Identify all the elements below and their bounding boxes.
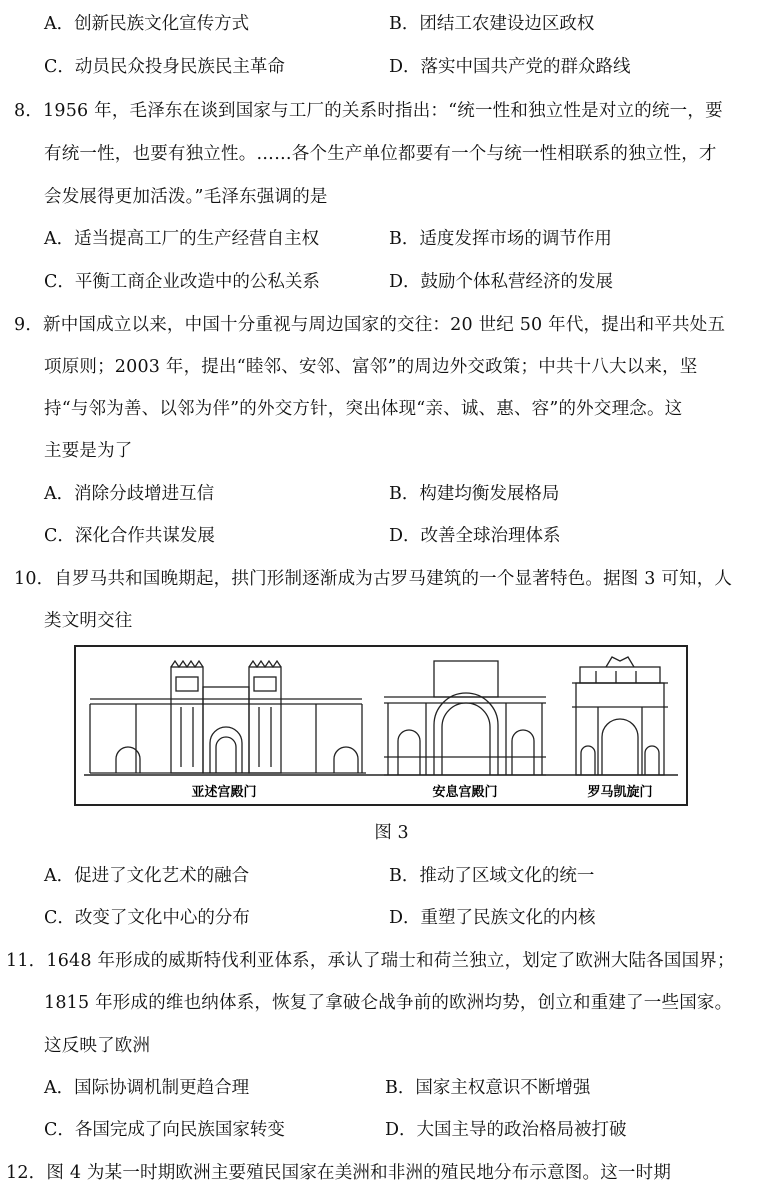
q11-option-b[interactable]: B．国家主权意识不断增强 — [385, 1078, 591, 1098]
q9-stem-line-3: 持“与邻为善、以邻为伴”的外交方针，突出体现“亲、诚、惠、容”的外交理念。这 — [44, 399, 683, 419]
q9-stem-line-1: 9．新中国成立以来，中国十分重视与周边国家的交往：20 世纪 50 年代，提出和平共处五 — [14, 315, 726, 335]
q10-stem-line-2: 类文明交往 — [44, 611, 133, 631]
q9-option-b[interactable]: B．构建均衡发展格局 — [389, 484, 560, 504]
q10-option-a[interactable]: A．促进了文化艺术的融合 — [44, 866, 250, 886]
q7-option-b[interactable]: B．团结工农建设边区政权 — [389, 14, 595, 34]
q8-stem-line-1: 8．1956 年，毛泽东在谈到国家与工厂的关系时指出：“统一性和独立性是对立的统一，要 — [14, 101, 723, 121]
q11-option-a[interactable]: A．国际协调机制更趋合理 — [44, 1078, 250, 1098]
caption-assyrian: 亚述宫殿门 — [191, 785, 257, 800]
gates-illustration — [76, 647, 686, 804]
q9-stem-line-2: 项原则；2003 年，提出“睦邻、安邻、富邻”的周边外交政策；中共十八大以来，坚 — [44, 357, 698, 377]
figure-title: 图 3 — [374, 823, 409, 843]
q10-option-c[interactable]: C．改变了文化中心的分布 — [44, 908, 250, 928]
caption-roman: 罗马凯旋门 — [587, 785, 653, 800]
q8-option-b[interactable]: B．适度发挥市场的调节作用 — [389, 229, 612, 249]
roman-arch-drawing — [572, 657, 668, 775]
q8-option-d[interactable]: D．鼓励个体私营经济的发展 — [389, 272, 614, 292]
q10-option-b[interactable]: B．推动了区域文化的统一 — [389, 866, 595, 886]
q8-stem-line-3: 会发展得更加活泼。”毛泽东强调的是 — [44, 187, 328, 207]
q8-option-a[interactable]: A．适当提高工厂的生产经营自主权 — [44, 229, 320, 249]
q9-stem-line-4: 主要是为了 — [44, 441, 133, 461]
q11-stem-line-2: 1815 年形成的维也纳体系，恢复了拿破仑战争前的欧洲均势，创立和重建了一些国家。 — [44, 993, 733, 1013]
q8-stem-line-2: 有统一性，也要有独立性。……各个生产单位都要有一个与统一性相联系的独立性，才 — [44, 144, 717, 164]
q11-option-d[interactable]: D．大国主导的政治格局被打破 — [385, 1120, 627, 1140]
figure-3-gates — [74, 645, 688, 806]
q7-option-d[interactable]: D．落实中国共产党的群众路线 — [389, 57, 631, 77]
q7-option-c[interactable]: C．动员民众投身民族民主革命 — [44, 57, 285, 77]
q9-option-c[interactable]: C．深化合作共谋发展 — [44, 526, 215, 546]
assyrian-gate-drawing — [90, 661, 366, 773]
q11-stem-line-1: 11．1648 年形成的威斯特伐利亚体系，承认了瑞士和荷兰独立，划定了欧洲大陆各国国界； — [6, 951, 735, 971]
q8-option-c[interactable]: C．平衡工商企业改造中的公私关系 — [44, 272, 320, 292]
q7-option-a[interactable]: A．创新民族文化宣传方式 — [44, 14, 250, 34]
q10-option-d[interactable]: D．重塑了民族文化的内核 — [389, 908, 596, 928]
q10-stem-line-1: 10．自罗马共和国晚期起，拱门形制逐渐成为古罗马建筑的一个显著特色。据图 3 可知，人 — [14, 569, 733, 589]
q9-option-a[interactable]: A．消除分歧增进互信 — [44, 484, 215, 504]
q11-option-c[interactable]: C．各国完成了向民族国家转变 — [44, 1120, 285, 1140]
q11-stem-line-3: 这反映了欧洲 — [44, 1036, 151, 1056]
caption-parthian: 安息宫殿门 — [432, 785, 498, 800]
q9-option-d[interactable]: D．改善全球治理体系 — [389, 526, 561, 546]
parthian-gate-drawing — [384, 661, 546, 775]
q12-stem-line-1: 12．图 4 为某一时期欧洲主要殖民国家在美洲和非洲的殖民地分布示意图。这一时期 — [6, 1163, 672, 1183]
